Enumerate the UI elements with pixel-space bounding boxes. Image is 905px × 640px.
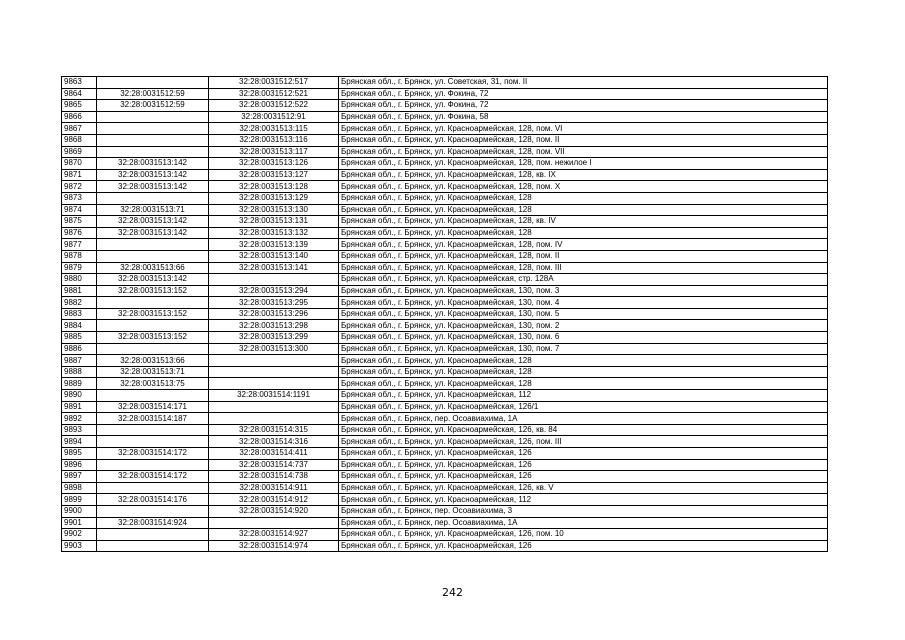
row-number-cell: 9868 [62, 134, 97, 146]
row-number-cell: 9891 [62, 401, 97, 413]
address-cell: Брянская обл., г. Брянск, ул. Красноармейская, 130, пом. 6 [339, 332, 828, 344]
row-number-cell: 9885 [62, 332, 97, 344]
parent-cadastral-number-cell [97, 239, 209, 251]
table-row [62, 134, 828, 146]
table-body [62, 77, 828, 552]
address-cell: Брянская обл., г. Брянск, ул. Красноармейская, 126 [339, 459, 828, 471]
table-row [62, 471, 828, 483]
table-row [62, 529, 828, 541]
row-number-cell: 9897 [62, 471, 97, 483]
table-row [62, 343, 828, 355]
row-number-cell: 9886 [62, 343, 97, 355]
cadastral-number-cell: 32:28:0031513:300 [209, 343, 339, 355]
address-cell: Брянская обл., г. Брянск, пер. Осоавиахима, 1А [339, 413, 828, 425]
address-cell: Брянская обл., г. Брянск, ул. Красноармейская, 128, пом. II [339, 250, 828, 262]
parent-cadastral-number-cell [97, 192, 209, 204]
parent-cadastral-number-cell: 32:28:0031513:142 [97, 274, 209, 286]
table-row [62, 378, 828, 390]
address-cell: Брянская обл., г. Брянск, ул. Красноармейская, 130, пом. 5 [339, 308, 828, 320]
cadastral-number-cell: 32:28:0031512:517 [209, 77, 339, 89]
row-number-cell: 9875 [62, 216, 97, 228]
address-cell: Брянская обл., г. Брянск, ул. Красноармейская, 128 [339, 378, 828, 390]
row-number-cell: 9892 [62, 413, 97, 425]
row-number-cell: 9884 [62, 320, 97, 332]
table-row [62, 111, 828, 123]
address-cell: Брянская обл., г. Брянск, ул. Красноармейская, 128 [339, 204, 828, 216]
cadastral-number-cell: 32:28:0031513:299 [209, 332, 339, 344]
page-number: 242 [442, 586, 463, 599]
cadastral-number-cell [209, 355, 339, 367]
row-number-cell: 9874 [62, 204, 97, 216]
address-cell: Брянская обл., г. Брянск, ул. Красноармейская, 128, кв. IV [339, 216, 828, 228]
row-number-cell: 9872 [62, 181, 97, 193]
address-cell: Брянская обл., г. Брянск, ул. Красноармейская, 126/1 [339, 401, 828, 413]
parent-cadastral-number-cell: 32:28:0031514:176 [97, 494, 209, 506]
row-number-cell: 9900 [62, 505, 97, 517]
table-row [62, 158, 828, 170]
address-cell: Брянская обл., г. Брянск, ул. Красноармейская, стр. 128А [339, 274, 828, 286]
row-number-cell: 9878 [62, 250, 97, 262]
table-row [62, 308, 828, 320]
address-cell: Брянская обл., г. Брянск, ул. Фокина, 58 [339, 111, 828, 123]
row-number-cell: 9889 [62, 378, 97, 390]
table-row [62, 123, 828, 135]
parent-cadastral-number-cell: 32:28:0031513:142 [97, 169, 209, 181]
parent-cadastral-number-cell: 32:28:0031513:142 [97, 181, 209, 193]
table-row [62, 494, 828, 506]
parent-cadastral-number-cell [97, 390, 209, 402]
row-number-cell: 9882 [62, 297, 97, 309]
cadastral-number-cell [209, 401, 339, 413]
parent-cadastral-number-cell: 32:28:0031514:172 [97, 448, 209, 460]
row-number-cell: 9865 [62, 100, 97, 112]
parent-cadastral-number-cell [97, 320, 209, 332]
address-cell: Брянская обл., г. Брянск, ул. Красноармейская, 128, кв. IX [339, 169, 828, 181]
row-number-cell: 9894 [62, 436, 97, 448]
table-row [62, 250, 828, 262]
table-row [62, 517, 828, 529]
parent-cadastral-number-cell: 32:28:0031513:66 [97, 262, 209, 274]
parent-cadastral-number-cell: 32:28:0031513:71 [97, 366, 209, 378]
cadastral-number-cell: 32:28:0031514:920 [209, 505, 339, 517]
cadastral-number-cell: 32:28:0031514:738 [209, 471, 339, 483]
cadastral-number-cell [209, 413, 339, 425]
parent-cadastral-number-cell: 32:28:0031512:59 [97, 88, 209, 100]
cadastral-number-cell: 32:28:0031513:140 [209, 250, 339, 262]
table-row [62, 297, 828, 309]
table-row [62, 355, 828, 367]
cadastral-number-cell: 32:28:0031513:126 [209, 158, 339, 170]
row-number-cell: 9869 [62, 146, 97, 158]
cadastral-number-cell: 32:28:0031514:974 [209, 540, 339, 552]
cadastral-number-cell: 32:28:0031514:411 [209, 448, 339, 460]
row-number-cell: 9898 [62, 482, 97, 494]
row-number-cell: 9902 [62, 529, 97, 541]
cadastral-number-cell: 32:28:0031513:295 [209, 297, 339, 309]
address-cell: Брянская обл., г. Брянск, ул. Красноармейская, 128 [339, 227, 828, 239]
parent-cadastral-number-cell [97, 459, 209, 471]
address-cell: Брянская обл., г. Брянск, ул. Красноармейская, 130, пом. 4 [339, 297, 828, 309]
cadastral-number-cell: 32:28:0031513:128 [209, 181, 339, 193]
address-cell: Брянская обл., г. Брянск, ул. Фокина, 72 [339, 88, 828, 100]
parent-cadastral-number-cell [97, 297, 209, 309]
row-number-cell: 9893 [62, 424, 97, 436]
cadastral-number-cell: 32:28:0031514:912 [209, 494, 339, 506]
row-number-cell: 9881 [62, 285, 97, 297]
address-cell: Брянская обл., г. Брянск, ул. Красноармейская, 128, пом. VII [339, 146, 828, 158]
table-row [62, 505, 828, 517]
cadastral-number-cell: 32:28:0031514:315 [209, 424, 339, 436]
parent-cadastral-number-cell [97, 134, 209, 146]
cadastral-number-cell: 32:28:0031512:521 [209, 88, 339, 100]
cadastral-number-cell: 32:28:0031513:139 [209, 239, 339, 251]
parent-cadastral-number-cell: 32:28:0031513:152 [97, 332, 209, 344]
parent-cadastral-number-cell: 32:28:0031512:59 [97, 100, 209, 112]
cadastral-number-cell: 32:28:0031513:298 [209, 320, 339, 332]
cadastral-number-cell: 32:28:0031512:91 [209, 111, 339, 123]
parent-cadastral-number-cell [97, 250, 209, 262]
parent-cadastral-number-cell: 32:28:0031513:142 [97, 216, 209, 228]
address-cell: Брянская обл., г. Брянск, ул. Красноармейская, 112 [339, 390, 828, 402]
table-row [62, 448, 828, 460]
cadastral-number-cell: 32:28:0031513:129 [209, 192, 339, 204]
parent-cadastral-number-cell: 32:28:0031513:152 [97, 285, 209, 297]
parent-cadastral-number-cell: 32:28:0031513:152 [97, 308, 209, 320]
row-number-cell: 9879 [62, 262, 97, 274]
parent-cadastral-number-cell: 32:28:0031514:187 [97, 413, 209, 425]
address-cell: Брянская обл., г. Брянск, ул. Фокина, 72 [339, 100, 828, 112]
address-cell: Брянская обл., г. Брянск, ул. Красноармейская, 128, пом. VI [339, 123, 828, 135]
table-row [62, 366, 828, 378]
cadastral-number-cell: 32:28:0031514:737 [209, 459, 339, 471]
table-row [62, 239, 828, 251]
row-number-cell: 9873 [62, 192, 97, 204]
table-row [62, 482, 828, 494]
cadastral-number-cell: 32:28:0031513:132 [209, 227, 339, 239]
cadastral-number-cell: 32:28:0031514:1191 [209, 390, 339, 402]
parent-cadastral-number-cell [97, 436, 209, 448]
parent-cadastral-number-cell [97, 123, 209, 135]
row-number-cell: 9867 [62, 123, 97, 135]
address-cell: Брянская обл., г. Брянск, ул. Красноармейская, 128 [339, 355, 828, 367]
row-number-cell: 9864 [62, 88, 97, 100]
address-cell: Брянская обл., г. Брянск, ул. Красноармейская, 126, кв. V [339, 482, 828, 494]
table-row [62, 88, 828, 100]
parent-cadastral-number-cell: 32:28:0031513:75 [97, 378, 209, 390]
table-row [62, 390, 828, 402]
parent-cadastral-number-cell: 32:28:0031514:171 [97, 401, 209, 413]
address-cell: Брянская обл., г. Брянск, ул. Красноармейская, 126, кв. 84 [339, 424, 828, 436]
table-row [62, 424, 828, 436]
row-number-cell: 9883 [62, 308, 97, 320]
row-number-cell: 9887 [62, 355, 97, 367]
parent-cadastral-number-cell [97, 482, 209, 494]
parent-cadastral-number-cell [97, 540, 209, 552]
cadastral-number-cell [209, 366, 339, 378]
table-row [62, 332, 828, 344]
address-cell: Брянская обл., г. Брянск, ул. Красноармейская, 126, пом. 10 [339, 529, 828, 541]
table-row [62, 320, 828, 332]
address-cell: Брянская обл., г. Брянск, ул. Красноармейская, 128, пом. IV [339, 239, 828, 251]
address-cell: Брянская обл., г. Брянск, ул. Красноармейская, 128, пом. нежилое I [339, 158, 828, 170]
address-cell: Брянская обл., г. Брянск, ул. Советская, 31, пом. II [339, 77, 828, 89]
address-cell: Брянская обл., г. Брянск, ул. Красноармейская, 126 [339, 448, 828, 460]
row-number-cell: 9880 [62, 274, 97, 286]
table-row [62, 262, 828, 274]
parent-cadastral-number-cell: 32:28:0031513:142 [97, 158, 209, 170]
cadastral-number-cell: 32:28:0031513:115 [209, 123, 339, 135]
table-row [62, 169, 828, 181]
table-row [62, 227, 828, 239]
table-row [62, 216, 828, 228]
address-cell: Брянская обл., г. Брянск, ул. Красноармейская, 126 [339, 471, 828, 483]
cadastral-number-cell: 32:28:0031513:294 [209, 285, 339, 297]
cadastral-number-cell: 32:28:0031512:522 [209, 100, 339, 112]
address-cell: Брянская обл., г. Брянск, ул. Красноармейская, 128, пом. II [339, 134, 828, 146]
cadastral-number-cell: 32:28:0031513:130 [209, 204, 339, 216]
cadastral-number-cell: 32:28:0031513:296 [209, 308, 339, 320]
table-row [62, 459, 828, 471]
cadastral-number-cell [209, 274, 339, 286]
parent-cadastral-number-cell: 32:28:0031513:66 [97, 355, 209, 367]
row-number-cell: 9895 [62, 448, 97, 460]
address-cell: Брянская обл., г. Брянск, ул. Красноармейская, 128 [339, 192, 828, 204]
parent-cadastral-number-cell: 32:28:0031514:172 [97, 471, 209, 483]
table-row [62, 181, 828, 193]
cadastral-number-cell [209, 517, 339, 529]
parent-cadastral-number-cell [97, 146, 209, 158]
table-row [62, 146, 828, 158]
parent-cadastral-number-cell [97, 529, 209, 541]
address-cell: Брянская обл., г. Брянск, ул. Красноармейская, 130, пом. 7 [339, 343, 828, 355]
table-row [62, 436, 828, 448]
cadastral-number-cell: 32:28:0031513:116 [209, 134, 339, 146]
table-row [62, 540, 828, 552]
table-row [62, 204, 828, 216]
cadastral-number-cell: 32:28:0031513:131 [209, 216, 339, 228]
row-number-cell: 9877 [62, 239, 97, 251]
table-row [62, 77, 828, 89]
parent-cadastral-number-cell: 32:28:0031514:924 [97, 517, 209, 529]
address-cell: Брянская обл., г. Брянск, ул. Красноармейская, 112 [339, 494, 828, 506]
parent-cadastral-number-cell [97, 505, 209, 517]
parent-cadastral-number-cell [97, 424, 209, 436]
parent-cadastral-number-cell [97, 111, 209, 123]
row-number-cell: 9870 [62, 158, 97, 170]
table-row [62, 401, 828, 413]
address-cell: Брянская обл., г. Брянск, ул. Красноармейская, 130, пом. 2 [339, 320, 828, 332]
table-row [62, 285, 828, 297]
address-cell: Брянская обл., г. Брянск, ул. Красноармейская, 126 [339, 540, 828, 552]
cadastral-number-cell: 32:28:0031514:316 [209, 436, 339, 448]
table-row [62, 274, 828, 286]
cadastral-number-cell: 32:28:0031513:117 [209, 146, 339, 158]
parent-cadastral-number-cell [97, 343, 209, 355]
row-number-cell: 9890 [62, 390, 97, 402]
row-number-cell: 9903 [62, 540, 97, 552]
address-cell: Брянская обл., г. Брянск, пер. Осоавиахима, 3 [339, 505, 828, 517]
table-row [62, 413, 828, 425]
address-cell: Брянская обл., г. Брянск, ул. Красноармейская, 126, пом. III [339, 436, 828, 448]
cadastral-number-cell: 32:28:0031513:141 [209, 262, 339, 274]
address-cell: Брянская обл., г. Брянск, ул. Красноармейская, 128 [339, 366, 828, 378]
parent-cadastral-number-cell: 32:28:0031513:71 [97, 204, 209, 216]
data-table [61, 76, 828, 552]
address-cell: Брянская обл., г. Брянск, ул. Красноармейская, 130, пом. 3 [339, 285, 828, 297]
row-number-cell: 9871 [62, 169, 97, 181]
row-number-cell: 9901 [62, 517, 97, 529]
cadastral-number-cell: 32:28:0031514:927 [209, 529, 339, 541]
row-number-cell: 9863 [62, 77, 97, 89]
cadastral-number-cell: 32:28:0031514:911 [209, 482, 339, 494]
table-row [62, 192, 828, 204]
row-number-cell: 9888 [62, 366, 97, 378]
address-cell: Брянская обл., г. Брянск, пер. Осоавиахима, 1А [339, 517, 828, 529]
cadastral-number-cell [209, 378, 339, 390]
parent-cadastral-number-cell [97, 77, 209, 89]
address-cell: Брянская обл., г. Брянск, ул. Красноармейская, 128, пом. X [339, 181, 828, 193]
cadastral-number-cell: 32:28:0031513:127 [209, 169, 339, 181]
table-row [62, 100, 828, 112]
row-number-cell: 9866 [62, 111, 97, 123]
row-number-cell: 9899 [62, 494, 97, 506]
row-number-cell: 9896 [62, 459, 97, 471]
row-number-cell: 9876 [62, 227, 97, 239]
address-cell: Брянская обл., г. Брянск, ул. Красноармейская, 128, пом. III [339, 262, 828, 274]
parent-cadastral-number-cell: 32:28:0031513:142 [97, 227, 209, 239]
